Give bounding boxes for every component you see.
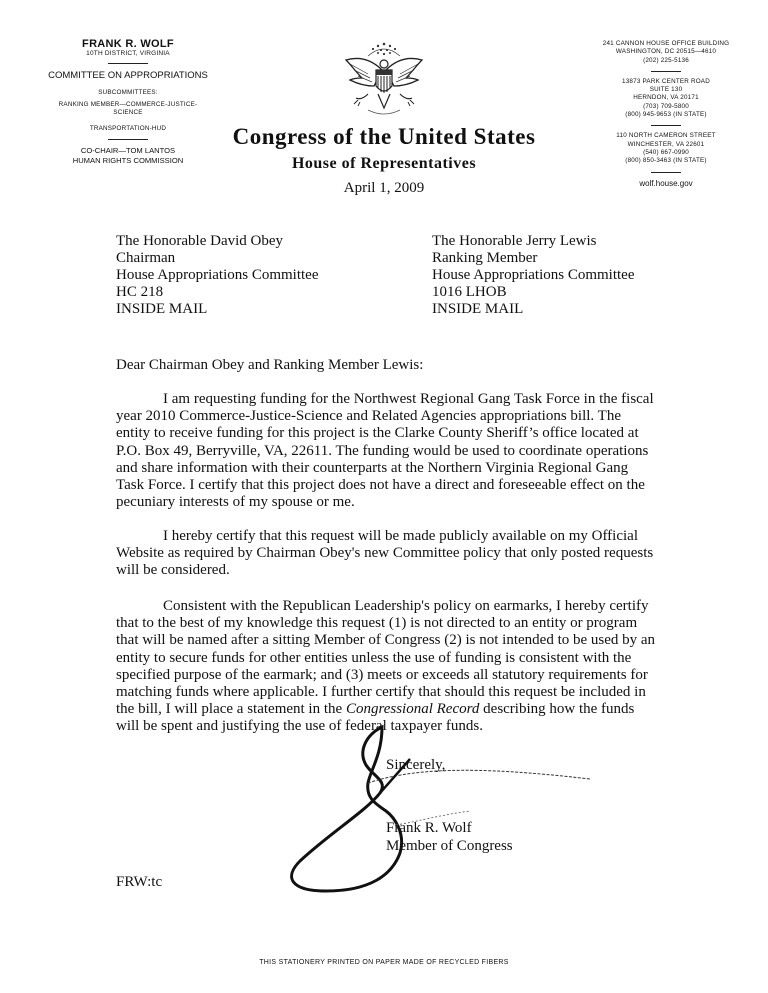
addressee-right-line3: House Appropriations Committee — [432, 267, 635, 283]
subcommittee-2: TRANSPORTATION-HUD — [89, 125, 167, 132]
addressee-right-line4: 1016 LHOB — [432, 284, 507, 300]
herndon-office-line2: SUITE 130 — [649, 86, 683, 94]
congressional-record: Congressional Record — [345, 701, 480, 718]
letterhead-left — [30, 38, 226, 166]
dc-office-line3: (202) 225-5136 — [643, 56, 689, 64]
divider — [651, 125, 681, 126]
recycled-paper-notice: THIS STATIONERY PRINTED ON PAPER MADE OF RECYCLED FIBERS — [259, 959, 509, 966]
paragraph-1: I am requesting funding for the Northwest Regional Gang Task Force in the fiscal year 2010 Commerce-Justice-Science and Related Agencies appropriations bill. The entity to receive funding for this project is the Clarke County Sheriff’s office located at P.O. Box 49, Berryville, VA, 22611. The funding would be used to coordinate operations and share information with their counterparts at the Northern Virginia Regional Gang Task Force. I certify that this project does not have a direct and foreseeable effect on the pecuniary interests of my spouse or me. — [116, 391, 654, 511]
divider — [651, 172, 681, 173]
herndon-office-line1: 13873 PARK CENTER ROAD — [622, 77, 710, 85]
subcommittee-1-line1: RANKING MEMBER—COMMERCE-JUSTICE- — [58, 101, 198, 108]
cochair-line2: HUMAN RIGHTS COMMISSION — [72, 156, 184, 165]
herndon-office-line5: (800) 945-9653 (IN STATE) — [625, 111, 707, 119]
addressee-left-line4: HC 218 — [116, 284, 164, 300]
letter-date: April 1, 2009 — [343, 180, 425, 196]
addressee-right-line5: INSIDE MAIL — [432, 301, 524, 317]
winchester-office-line3: (540) 667-0990 — [643, 148, 689, 156]
typist-initials: FRW:tc — [116, 874, 163, 890]
dc-office-line2: WASHINGTON, DC 20515—4610 — [615, 48, 717, 56]
addressee-right-line1: The Honorable Jerry Lewis — [432, 233, 597, 249]
herndon-office-line4: (703) 709-5800 — [643, 102, 689, 110]
signer-name: Frank R. Wolf — [386, 820, 472, 836]
committee-name: COMMITTEE ON APPROPRIATIONS — [48, 70, 208, 81]
closing: Sincerely, — [386, 757, 446, 773]
paragraph-3-part1: Consistent with the Republican Leadership's policy on earmarks, I hereby certify that to the best of my knowledge this request (1) is not directed to an entity or program that will be named after a sitting Member of Congress (2) is not intended to be used by an entity to secure funds for other entities unless the use of funding is consistent with the specified purpose of the earmark; and (3) meets or exceeds all statutory requirements for matching funds where applicable. I further certify that should this request be included in the bill, I will place a statement in the — [116, 598, 656, 718]
signer-title: Member of Congress — [386, 838, 513, 854]
eagle-seal-icon — [338, 38, 430, 124]
dc-office-line1: 241 CANNON HOUSE OFFICE BUILDING — [602, 40, 730, 47]
paragraph-3-part2: describing how the funds will be spent and justifying the use of federal taxpayer funds. — [116, 701, 635, 735]
winchester-office-line1: 110 NORTH CAMERON STREET — [616, 132, 716, 140]
subcommittees-label: SUBCOMMITTEES: — [98, 89, 158, 96]
herndon-office-line3: HERNDON, VA 20171 — [633, 94, 699, 102]
cochair-line1: CO-CHAIR—TOM LANTOS — [80, 146, 176, 155]
handwritten-signature — [270, 715, 610, 895]
website: wolf.house.gov — [639, 178, 693, 188]
divider — [108, 63, 148, 64]
winchester-office-line4: (800) 850-3463 (IN STATE) — [625, 157, 707, 165]
salutation: Dear Chairman Obey and Ranking Member Lewis: — [116, 357, 424, 373]
addressee-left — [116, 233, 416, 318]
letterhead-right — [596, 40, 736, 188]
addressee-left-line2: Chairman — [116, 250, 176, 266]
addressee-right-line2: Ranking Member — [432, 250, 538, 266]
divider — [651, 71, 681, 72]
divider — [108, 139, 148, 140]
addressee-left-line1: The Honorable David Obey — [116, 233, 284, 249]
subcommittee-1-line2: SCIENCE — [113, 109, 143, 116]
addressee-left-line5: INSIDE MAIL — [116, 301, 208, 317]
member-district: 10TH DISTRICT, VIRGINIA — [86, 50, 170, 57]
addressee-right — [432, 233, 722, 318]
member-name: FRANK R. WOLF — [82, 38, 174, 50]
winchester-office-line2: WINCHESTER, VA 22601 — [627, 140, 705, 148]
addressee-left-line3: House Appropriations Committee — [116, 267, 319, 283]
paragraph-2: I hereby certify that this request will be made publicly available on my Official Website as required by Chairman Obey's new Committee policy that only posted requests will be considered. — [116, 528, 654, 579]
house-title: House of Representatives — [291, 155, 477, 172]
congress-title: Congress of the United States — [232, 124, 536, 149]
